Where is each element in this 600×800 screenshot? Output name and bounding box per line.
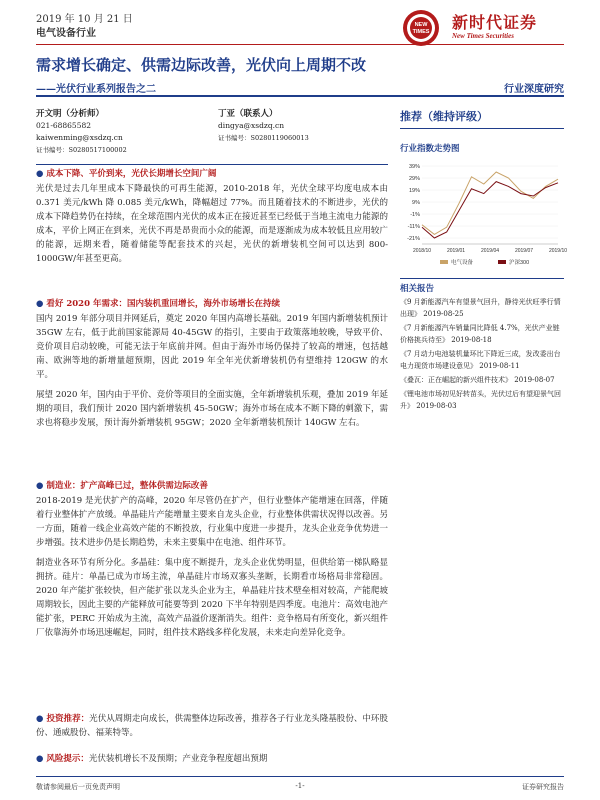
contact-name: 丁亚（联系人）	[218, 109, 278, 119]
section-heading-text: 投资推荐：	[46, 714, 90, 724]
legend-label: 电气设备	[451, 260, 474, 266]
analyst-phone: 021-68865582	[36, 121, 92, 130]
related-report-date: 2019-08-11	[479, 362, 520, 370]
contact-email[interactable]: dingya@xsdzq.cn	[218, 121, 285, 130]
bullet-icon: ●	[36, 754, 47, 764]
related-report-item[interactable]	[400, 296, 564, 320]
section-paragraph	[36, 752, 388, 766]
x-tick-label: 2018/10	[412, 248, 432, 254]
section-cost	[36, 168, 388, 266]
company-name-cn: 新时代证券	[452, 13, 538, 32]
related-report-item[interactable]	[400, 322, 564, 346]
section-demand	[36, 298, 388, 430]
report-subtitle: ——光伏行业系列报告之二	[36, 84, 156, 95]
section-heading	[36, 480, 388, 492]
section-paragraph-text: 光伏从周期走向成长，供需整体边际改善，推荐各子行业龙头隆基股份、中环股份、通威股份、福莱特等。	[36, 714, 388, 738]
bullet-icon: ●	[36, 481, 47, 491]
industry-trend-chart	[400, 160, 568, 272]
related-report-title: 《叠瓦：正在崛起的新兴组件技术》	[400, 376, 512, 384]
section-heading-text: 成本下降、平价到来，光伏长期增长空间广阔	[46, 169, 217, 179]
related-report-date: 2019-08-25	[423, 310, 464, 318]
y-tick-label: 29%	[408, 176, 420, 182]
logo-mark-line: NEW	[414, 22, 428, 28]
x-tick-label: 2019/10	[548, 248, 568, 254]
bullet-icon: ●	[36, 169, 47, 179]
contact-block	[218, 108, 388, 144]
legend-swatch	[498, 260, 506, 264]
x-tick-label: 2019/04	[480, 248, 500, 254]
section-heading	[36, 168, 388, 180]
report-title: 需求增长确定、供需边际改善，光伏向上周期不改	[36, 56, 367, 74]
title-divider	[36, 95, 564, 97]
header-divider	[36, 44, 564, 45]
section-investment	[36, 712, 388, 740]
section-paragraph: 光伏是过去几年里成本下降最快的可再生能源，2010-2018 年，光伏全球平均度电成本由 0.371 美元/kWh 降 0.085 美元/kWh，降幅超过 77%。而且随着技术的不断进步，光伏的成本下降趋势仍在持续，在全球范围内光伏的成本正在接近甚至已经低于当地主流电力能源的成本，平价上网正在到来，光伏不再是昂贵而小众的能源，而是逐渐成为成本较低且应用较广的能源，远期来看，随着储能等配套技术的兴起，光伏的新增装机空间可以达到 800-1000GW/年甚至更高。	[36, 184, 388, 264]
report-date: 2019 年 10 月 21 日	[36, 14, 133, 25]
related-report-title: 《9 月新能源汽车有望景气回升，静待光伏旺季行情出现》	[400, 298, 561, 318]
related-report-date: 2019-08-07	[514, 376, 555, 384]
x-tick-label: 2019/01	[446, 248, 466, 254]
bullet-icon: ●	[36, 714, 47, 724]
related-report-item[interactable]	[400, 388, 564, 412]
y-tick-label: 39%	[408, 164, 420, 170]
y-tick-label: -1%	[410, 212, 420, 218]
related-report-date: 2019-08-18	[451, 336, 492, 344]
related-report-title: 《7 月动力电池装机量环比下降近三成，发改委出台电力现货市场建设意见》	[400, 350, 561, 370]
y-tick-label: -21%	[407, 236, 420, 242]
analyst-block	[36, 108, 206, 156]
analyst-email[interactable]: kaiwenming@xsdzq.cn	[36, 133, 123, 142]
related-reports-list	[400, 296, 564, 414]
footer-report-label: 证券研究报告	[522, 783, 564, 791]
section-manufacturing	[36, 480, 388, 640]
section-paragraph: 2018-2019 是光伏扩产的高峰，2020 年尽管仍在扩产，但行业整体产能增速在回落，伴随着行业整体扩产放缓。单晶硅片产能增量主要来自龙头企业，行业整体供需状况得以改善。另一方面，随着一线企业高效产能的不断投放，行业集中度进一步提升，龙头企业竞争优势进一步增强。技术进步仍是长期趋势，未来主要集中在电池、组件环节。	[36, 496, 388, 548]
related-report-item[interactable]	[400, 374, 564, 386]
company-name-en: New Times Securities	[452, 32, 514, 40]
contact-cert: 证书编号：S0280119060013	[218, 134, 309, 142]
section-risk	[36, 752, 388, 766]
analyst-cert: 证书编号：S0280517100002	[36, 146, 127, 154]
bullet-icon: ●	[36, 299, 47, 309]
related-report-item[interactable]	[400, 348, 564, 372]
trend-chart-title: 行业指数走势图	[400, 144, 460, 154]
related-report-date: 2019-08-03	[416, 402, 457, 410]
related-report-title: 《锂电池市场初见好转苗头，光伏过后有望迎景气回升》	[400, 390, 561, 410]
analyst-name: 开文明（分析师）	[36, 109, 105, 119]
logo-mark-line: TIMES	[412, 29, 430, 35]
page-number: -1-	[295, 782, 305, 790]
sidebar-divider	[400, 278, 564, 279]
rating-label: 推荐（维持评级）	[400, 110, 488, 123]
related-report-title: 《7 月新能源汽车销量同比降低 4.7%，光伏产业链价格挑兵待至》	[400, 324, 560, 344]
x-tick-label: 2019/07	[514, 248, 534, 254]
section-heading	[36, 298, 388, 310]
section-paragraph: 制造业各环节有所分化。多晶硅：集中度不断提升，龙头企业优势明显，但供给第一梯队略显拥挤。硅片：单晶已成为市场主流，单晶硅片市场双寡头垄断，长期看市场格局非常稳固。2020 年产能扩张较快，但产能扩张以龙头企业为主，单晶硅片技术壁垒相对较高，产能爬坡周期较长，因此主要的产能释放可能要等到 2020 下半年特别是四季度。电池片：高效电池产能扩张，PERC 开始成为主流，高效产品溢价逐渐消失。组件：竞争格局有所变化，新兴组件厂依靠海外市场迅速崛起，同时，组件技术路线多样化发展，未来走向差异化竞争。	[36, 558, 388, 638]
series-line	[422, 172, 558, 234]
legend-label: 沪深300	[509, 260, 530, 266]
report-type: 行业深度研究	[504, 84, 564, 95]
section-heading-text: 风险提示：	[46, 754, 89, 764]
industry-label: 电气设备行业	[36, 28, 96, 39]
legend-swatch	[440, 260, 448, 264]
y-tick-label: 9%	[412, 200, 420, 206]
footer-divider	[36, 776, 564, 777]
analyst-divider	[36, 164, 388, 165]
section-paragraph	[36, 712, 388, 740]
section-heading-text: 看好 2020 年需求：国内装机重回增长，海外市场增长在持续	[46, 299, 280, 309]
section-paragraph: 展望 2020 年，国内由于平价、竞价等项目的全面实施，全年新增装机乐观，叠加 2019 年延期的项目，我们预计 2020 国内新增装机 45-50GW；海外市场在成本不断下降的刺激下，需求也将稳步发展，预计海外新增装机 95GW；2020 全年新增装机预计 140GW 左右。	[36, 390, 388, 428]
section-paragraph: 国内 2019 年部分项目并网延后，奠定 2020 年国内高增长基础。2019 年国内新增装机预计 35GW 左右，低于此前国家能源局 40-45GW 的指引，主要由于政策落地较晚，导致平价、竞价项目启动较晚，可能无法于年底前并网。但由于海外市场仍保持了较高的增速，包括越南、欧洲等地的新增量超预期，因此 2019 年全年光伏新增装机仍有望维持 120GW 的水平。	[36, 314, 388, 380]
y-tick-label: 19%	[408, 188, 420, 194]
company-logo-icon	[398, 8, 444, 48]
y-tick-label: -11%	[407, 224, 420, 230]
section-heading-text: 制造业：扩产高峰已过，整体供需边际改善	[46, 481, 208, 491]
related-reports-title: 相关报告	[400, 284, 435, 294]
section-paragraph-text: 光伏装机增长不及预期；产业竞争程度超出预期	[88, 754, 268, 764]
footer-disclaimer[interactable]: 敬请参阅最后一页免责声明	[36, 783, 120, 791]
sidebar-divider	[400, 128, 564, 129]
